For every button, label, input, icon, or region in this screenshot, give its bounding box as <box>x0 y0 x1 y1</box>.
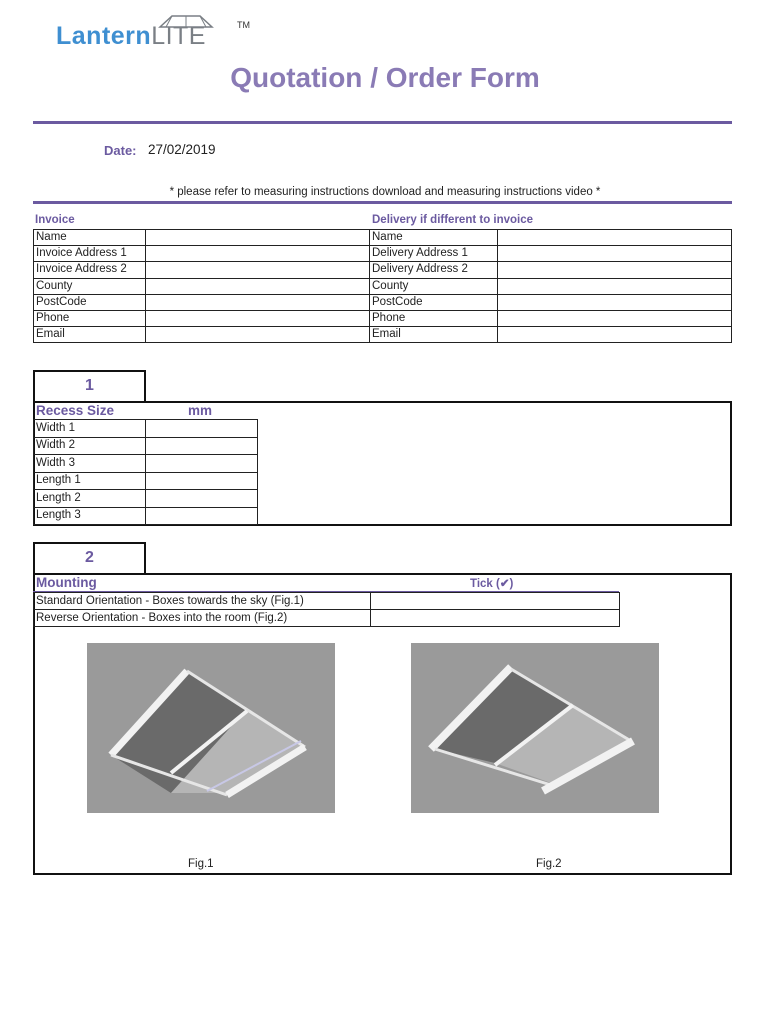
width2-input[interactable] <box>145 437 257 455</box>
delivery-label: Name <box>370 230 498 246</box>
delivery-phone-input[interactable] <box>497 310 731 326</box>
delivery-email-input[interactable] <box>497 327 731 343</box>
section-2-number: 2 <box>33 542 146 574</box>
invoice-label: Phone <box>34 310 146 326</box>
invoice-heading: Invoice <box>35 214 75 226</box>
table-row <box>34 593 620 610</box>
mounting-table <box>33 592 620 627</box>
table-row <box>34 437 258 455</box>
delivery-heading: Delivery if different to invoice <box>372 214 534 226</box>
mounting-heading: Mounting <box>36 575 97 590</box>
lanternlite-logo <box>56 14 256 54</box>
table-row <box>34 490 258 508</box>
recess-label: Width 1 <box>34 420 146 438</box>
delivery-label: Phone <box>370 310 498 326</box>
reverse-orientation-tick[interactable] <box>370 610 619 627</box>
figure-1-image <box>87 643 335 813</box>
invoice-table <box>33 229 370 343</box>
invoice-label: Name <box>34 230 146 246</box>
page-title: Quotation / Order Form <box>230 62 540 93</box>
table-row <box>34 455 258 473</box>
delivery-rows <box>370 230 732 343</box>
recess-label: Length 3 <box>34 507 146 525</box>
invoice-address2-input[interactable] <box>145 262 369 278</box>
tick-column-header: Tick (✔) <box>470 578 514 590</box>
invoice-label: Email <box>34 327 146 343</box>
recess-label: Width 3 <box>34 455 146 473</box>
invoice-name-input[interactable] <box>145 230 369 246</box>
table-row <box>370 246 732 262</box>
length1-input[interactable] <box>145 472 257 490</box>
logo-text-lite: LITE <box>151 22 206 50</box>
recess-label: Length 1 <box>34 472 146 490</box>
table-row <box>34 310 370 326</box>
invoice-label: County <box>34 278 146 294</box>
standard-orientation-tick[interactable] <box>370 593 619 610</box>
recess-size-heading: Recess Size <box>36 403 115 418</box>
unit-label: mm <box>188 403 213 418</box>
delivery-postcode-input[interactable] <box>497 294 731 310</box>
invoice-label: Invoice Address 2 <box>34 262 146 278</box>
table-row <box>370 262 732 278</box>
length3-input[interactable] <box>145 507 257 525</box>
table-row <box>370 230 732 246</box>
delivery-label: Delivery Address 1 <box>370 246 498 262</box>
delivery-label: Delivery Address 2 <box>370 262 498 278</box>
table-row <box>370 278 732 294</box>
reverse-orientation-blind-illustration <box>411 643 659 813</box>
recess-label: Length 2 <box>34 490 146 508</box>
invoice-county-input[interactable] <box>145 278 369 294</box>
invoice-rows <box>34 230 370 343</box>
recess-size-rows <box>34 420 258 525</box>
length2-input[interactable] <box>145 490 257 508</box>
table-row <box>370 327 732 343</box>
table-row <box>34 278 370 294</box>
table-row <box>370 310 732 326</box>
recess-size-table <box>33 419 258 525</box>
measuring-note: * please refer to measuring instructions download and measuring instructions video * <box>169 186 601 198</box>
logo-text-lantern: Lantern <box>56 22 152 50</box>
table-row <box>34 230 370 246</box>
delivery-label: County <box>370 278 498 294</box>
invoice-label: Invoice Address 1 <box>34 246 146 262</box>
table-row <box>34 327 370 343</box>
delivery-table <box>369 229 732 343</box>
delivery-label: Email <box>370 327 498 343</box>
table-row <box>34 507 258 525</box>
invoice-phone-input[interactable] <box>145 310 369 326</box>
table-row <box>34 262 370 278</box>
delivery-address2-input[interactable] <box>497 262 731 278</box>
table-row <box>34 420 258 438</box>
figure-2-caption: Fig.2 <box>536 858 562 870</box>
figure-1-caption: Fig.1 <box>188 858 214 870</box>
width1-input[interactable] <box>145 420 257 438</box>
table-row <box>34 294 370 310</box>
table-row <box>34 472 258 490</box>
invoice-postcode-input[interactable] <box>145 294 369 310</box>
delivery-address1-input[interactable] <box>497 246 731 262</box>
figure-2-image <box>411 643 659 813</box>
delivery-county-input[interactable] <box>497 278 731 294</box>
date-field[interactable]: 27/02/2019 <box>148 142 216 157</box>
invoice-email-input[interactable] <box>145 327 369 343</box>
table-row <box>34 246 370 262</box>
mounting-option-label: Standard Orientation - Boxes towards the sky (Fig.1) <box>34 593 371 610</box>
width3-input[interactable] <box>145 455 257 473</box>
standard-orientation-blind-illustration <box>87 643 335 813</box>
section-1-number: 1 <box>33 370 146 402</box>
recess-label: Width 2 <box>34 437 146 455</box>
title-divider <box>33 121 732 124</box>
mounting-rows <box>34 593 620 627</box>
table-row <box>370 294 732 310</box>
address-divider <box>33 201 732 204</box>
delivery-label: PostCode <box>370 294 498 310</box>
invoice-address1-input[interactable] <box>145 246 369 262</box>
invoice-label: PostCode <box>34 294 146 310</box>
table-row <box>34 610 620 627</box>
mounting-option-label: Reverse Orientation - Boxes into the room (Fig.2) <box>34 610 371 627</box>
date-label: Date: <box>104 143 137 158</box>
trademark-mark: TM <box>237 20 250 30</box>
delivery-name-input[interactable] <box>497 230 731 246</box>
